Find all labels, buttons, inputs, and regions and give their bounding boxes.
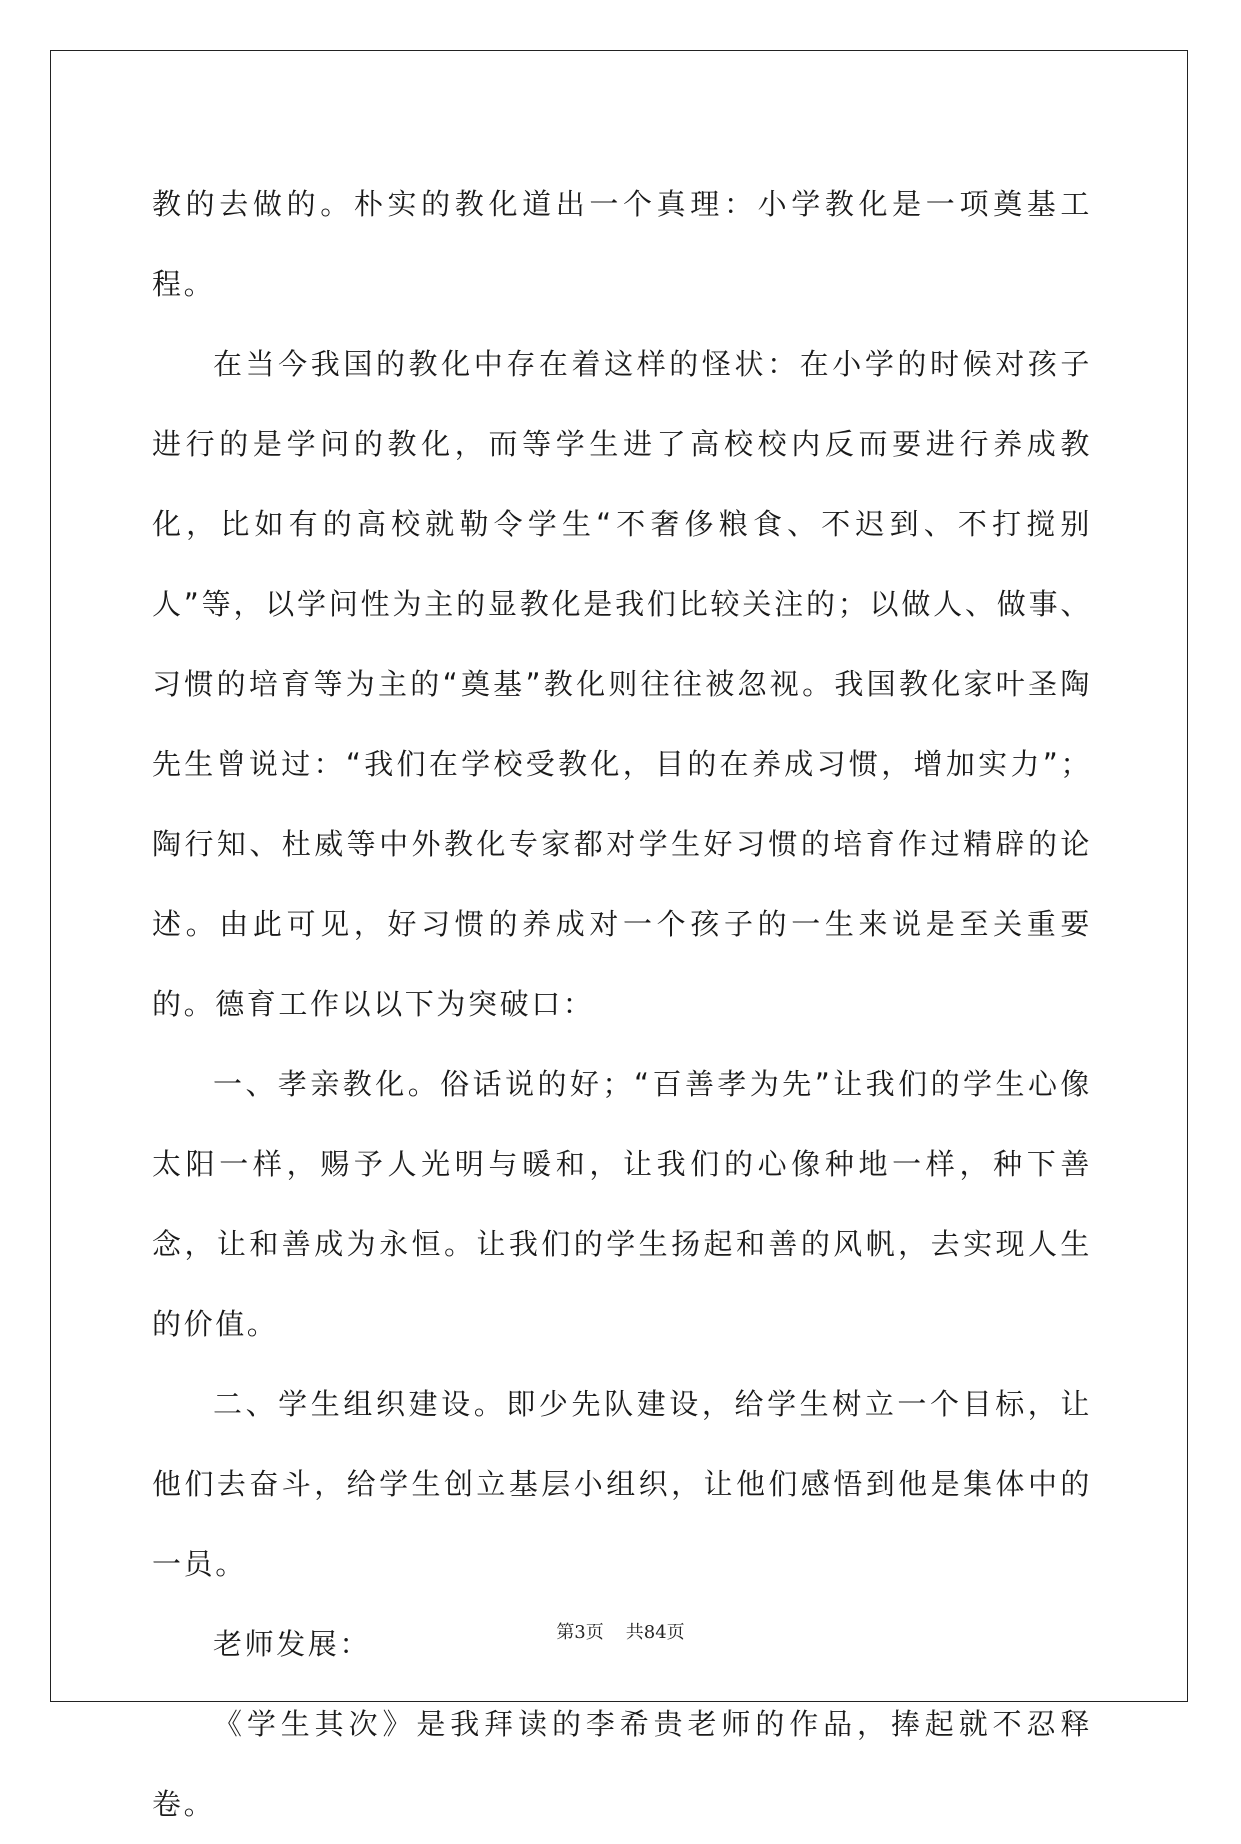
page-number: 第3页 bbox=[556, 1622, 604, 1643]
page-total: 共84页 bbox=[625, 1622, 685, 1643]
paragraph: 二、学生组织建设。即少先队建设，给学生树立一个目标，让他们去奋斗，给学生创立基层小组织，让他们感悟到他是集体中的一员。 bbox=[152, 1387, 1092, 1581]
paragraph: 老师发展： bbox=[213, 1627, 372, 1661]
paragraph: 在当今我国的教化中存在着这样的怪状：在小学的时候对孩子进行的是学问的教化，而等学生进了高校校内反而要进行养成教化，比如有的高校就勒令学生“不奢侈粮食、不迟到、不打搅别人”等，以学问性为主的显教化是我们比较关注的；以做人、做事、习惯的培育等为主的“奠基”教化则往往被忽视。我国教化家叶圣陶先生曾说过：“我们在学校受教化，目的在养成习惯，增加实力”；陶行知、杜威等中外教化专家都对学生好习惯的培育作过精辟的论述。由此可见，好习惯的养成对一个孩子的一生来说是至关重要的。德育工作以以下为突破口： bbox=[152, 347, 1092, 1021]
paragraph: 一、孝亲教化。俗话说的好；“百善孝为先”让我们的学生心像太阳一样，赐予人光明与暖和，让我们的心像种地一样，种下善念，让和善成为永恒。让我们的学生扬起和善的风帆，去实现人生的价值。 bbox=[152, 1067, 1092, 1341]
paragraph: 《学生其次》是我拜读的李希贵老师的作品，捧起就不忍释卷。 bbox=[152, 1707, 1092, 1821]
document-body bbox=[152, 164, 1092, 1844]
page-footer bbox=[0, 1618, 1241, 1644]
paragraph: 教的去做的。朴实的教化道出一个真理：小学教化是一项奠基工程。 bbox=[152, 187, 1092, 301]
